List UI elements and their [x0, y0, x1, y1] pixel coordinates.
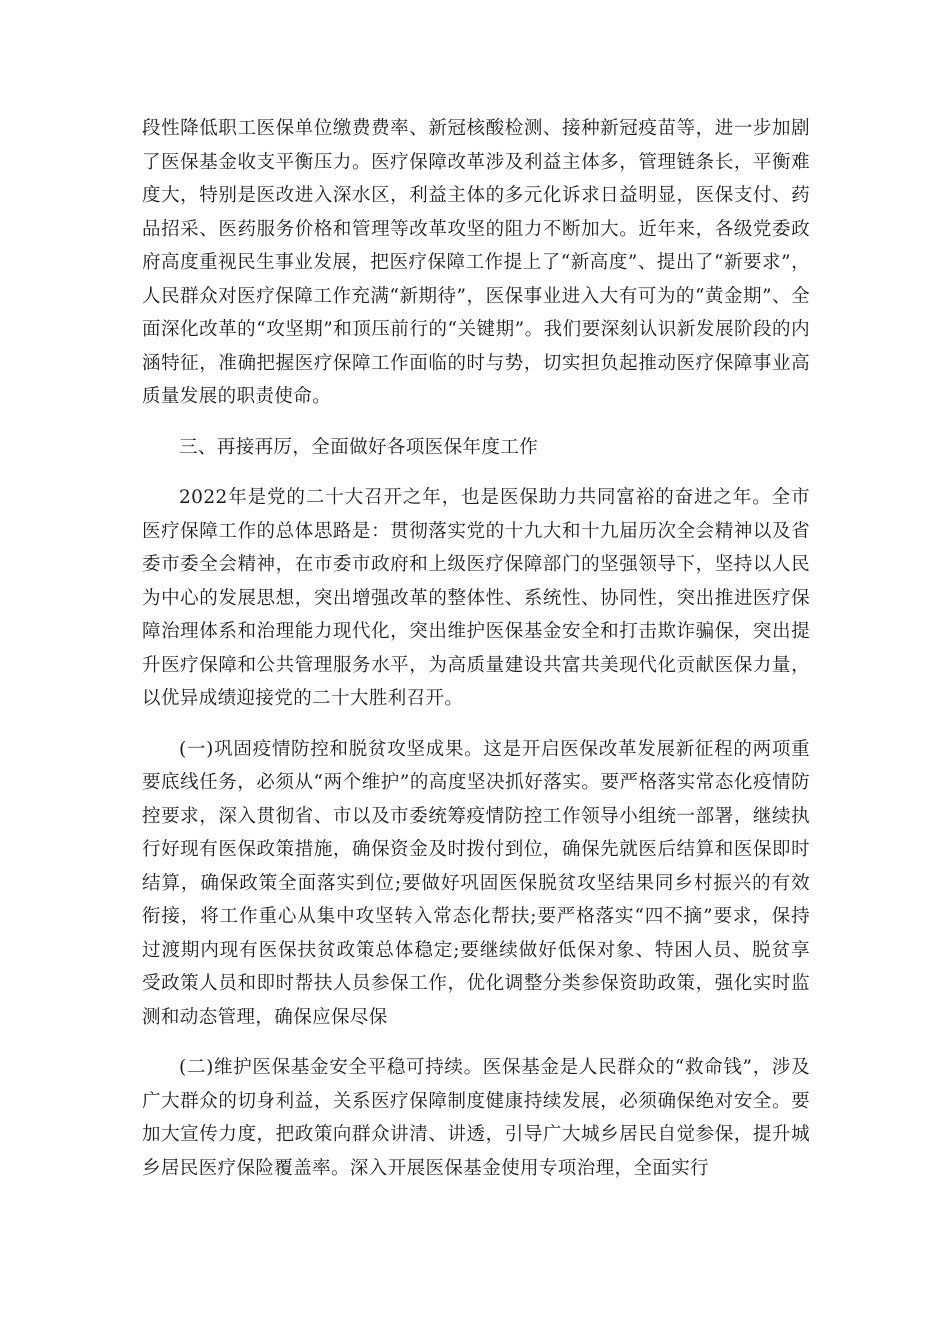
document-page	[142, 112, 810, 1185]
section-heading-3: 三、再接再厉，全面做好各项医保年度工作	[179, 436, 539, 458]
body-paragraph-continuation: 段性降低职工医保单位缴费费率、新冠核酸检测、接种新冠疫苗等，进一步加剧了医保基金收支平衡压力。医疗保障改革涉及利益主体多，管理链条长，平衡难度大，特别是医改进入深水区，利益主体的多元化诉求日益明显，医保支付、药品招采、医药服务价格和管理等改革攻坚的阻力不断加大。近年来，各级党委政府高度重视民生事业发展，把医疗保障工作提上了“新高度”、提出了“新要求”，人民群众对医疗保障工作充满“新期待”，医保事业进入大有可为的“黄金期”、全面深化改革的“攻坚期”和顶压前行的“关键期”。我们要深刻认识新发展阶段的内涵特征，准确把握医疗保障工作面临的时与势，切实担负起推动医疗保障事业高质量发展的职责使命。	[142, 118, 810, 407]
body-paragraph-item-2: (二)维护医保基金安全平稳可持续。医保基金是人民群众的“救命钱”，涉及广大群众的切身利益，关系医疗保障制度健康持续发展，必须确保绝对安全。要加大宣传力度，把政策向群众讲清、讲透，引导广大城乡居民自觉参保，提升城乡居民医疗保险覆盖率。深入开展医保基金使用专项治理，全面实行	[142, 1057, 810, 1179]
body-paragraph-overview: 2022年是党的二十大召开之年，也是医保助力共同富裕的奋进之年。全市医疗保障工作的总体思路是：贯彻落实党的十九大和十九届历次全会精神以及省委市委全会精神，在市委市政府和上级医疗保障部门的坚强领导下，坚持以人民为中心的发展思想，突出增强改革的整体性、系统性、协同性，突出推进医疗保障治理体系和治理能力现代化，突出维护医保基金安全和打击欺诈骗保，突出提升医疗保障和公共管理服务水平，为高质量建设共富共美现代化贡献医保力量，以优异成绩迎接党的二十大胜利召开。	[142, 487, 810, 709]
body-paragraph-item-1: (一)巩固疫情防控和脱贫攻坚成果。这是开启医保改革发展新征程的两项重要底线任务，必须从“两个维护”的高度坚决抓好落实。要严格落实常态化疫情防控要求，深入贯彻省、市以及市委统筹疫情防控工作领导小组统一部署，继续执行好现有医保政策措施，确保资金及时拨付到位，确保先就医后结算和医保即时结算，确保政策全面落实到位;要做好巩固医保脱贫攻坚结果同乡村振兴的有效衔接，将工作重心从集中攻坚转入常态化帮扶;要严格落实“四不摘”要求，保持过渡期内现有医保扶贫政策总体稳定;要继续做好低保对象、特困人员、脱贫享受政策人员和即时帮扶人员参保工作，优化调整分类参保资助政策，强化实时监测和动态管理，确保应保尽保	[142, 738, 810, 1028]
